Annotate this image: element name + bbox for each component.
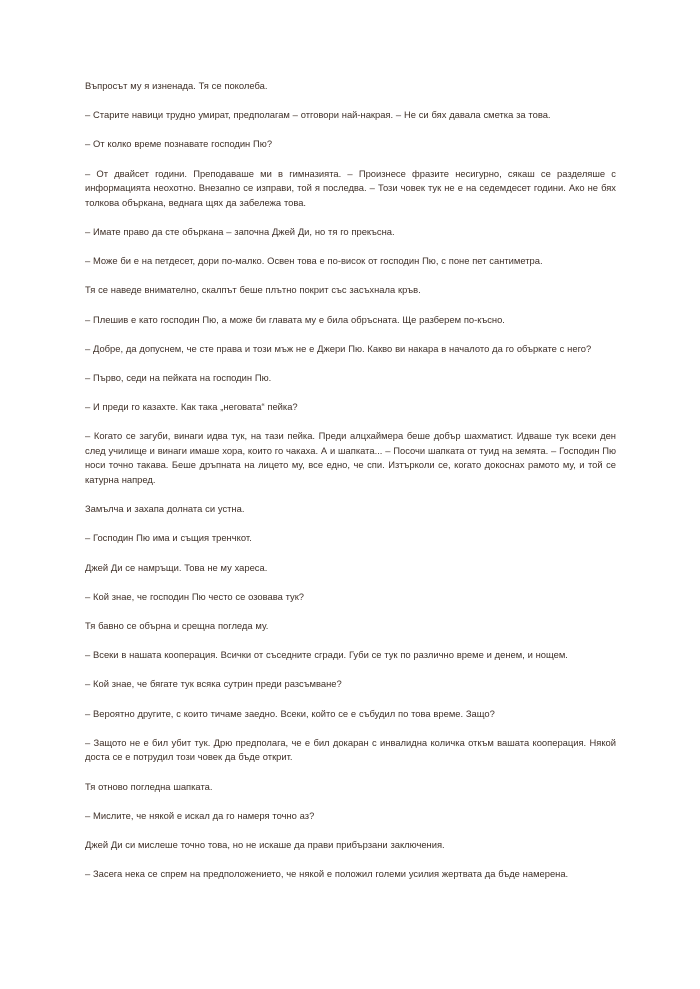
paragraph: – От двайсет години. Преподаваше ми в гимназията. – Произнесе фразите несигурно, сякаш се разделяше с информацията неохотно. Внезапно се изправи, той я последва. – Този човек тук не е на седемдесет години. Ако не бях толкова объркана, веднага щях да забележа това. [85, 167, 616, 208]
paragraph: – Защото не е бил убит тук. Дрю предполага, че е бил докаран с инвалидна количка откъм вашата кооперация. Някой доста се е потрудил този човек да бъде открит. [85, 736, 616, 763]
paragraph: Джей Ди се намръщи. Това не му хареса. [85, 561, 268, 573]
paragraph: – Господин Пю има и същия тренчкот. [85, 532, 252, 544]
paragraph: – Вероятно другите, с които тичаме заедно. Всеки, който се е събудил по това време. Защо? [85, 707, 495, 719]
paragraph: – Когато се загуби, винаги идва тук, на тази пейка. Преди алцхаймера беше добър шахматист. Идваше тук всеки ден след училище и винаги имаше хора, които го чакаха. А и шапката... – Посочи шапката от туид на земята. – Господин Пю носи точно такава. Беше дръпната на лицето му, все едно, че спи. Изтъркoли се, когато докоснах рамото му, и той се катурна напред. [85, 430, 616, 486]
paragraph: – Добре, да допуснем, че сте права и този мъж не е Джери Пю. Какво ви накара в началото да го объркате с него? [85, 342, 592, 354]
paragraph: Въпросът му я изненада. Тя се поколеба. [85, 80, 268, 91]
paragraph: Тя се наведе внимателно, скалпът беше плътно покрит със засъхнала кръв. [85, 284, 421, 296]
paragraph: – Всеки в нашата кооперация. Всички от съседните сгради. Губи се тук по различно време и денем, и нощем. [85, 649, 568, 661]
paragraph: – Първо, седи на пейката на господин Пю. [85, 371, 272, 383]
paragraph: – Плешив е като господин Пю, а може би главата му е била обръсната. Ще разберем по-късно. [85, 313, 505, 325]
paragraph: Тя отново погледна шапката. [85, 780, 213, 792]
paragraph: – Мислите, че някой е искал да го намеря точно аз? [85, 809, 315, 821]
paragraph: – Засега нека се спрем на предположението, че някой е положил големи усилия жертвата да бъде намерена. [85, 868, 569, 880]
paragraph: Замълча и захапа долната си устна. [85, 503, 245, 515]
paragraph: Тя бавно се обърна и срещна погледа му. [85, 619, 269, 631]
paragraph: – Кой знае, че бягате тук всяка сутрин преди разсъмване? [85, 678, 342, 690]
paragraph: – Имате право да сте объркана – започна Джей Ди, но тя го прекъсна. [85, 225, 395, 237]
paragraph: – Може би е на петдесет, дори по-малко. Освен това е по-висок от господин Пю, с поне пет сантиметра. [85, 255, 543, 267]
paragraph: – Кой знае, че господин Пю често се озовава тук? [85, 590, 305, 602]
document-body [85, 79, 616, 896]
paragraph: – От колко време познавате господин Пю? [85, 138, 273, 150]
paragraph: – Старите навици трудно умират, предполагам – отговори най-накрая. – Не си бях давала сметка за това. [85, 109, 551, 121]
paragraph: – И преди го казахте. Как така „неговата“ пейка? [85, 401, 298, 413]
paragraph: Джей Ди си мислеше точно това, но не искаше да прави прибързани заключения. [85, 838, 445, 850]
